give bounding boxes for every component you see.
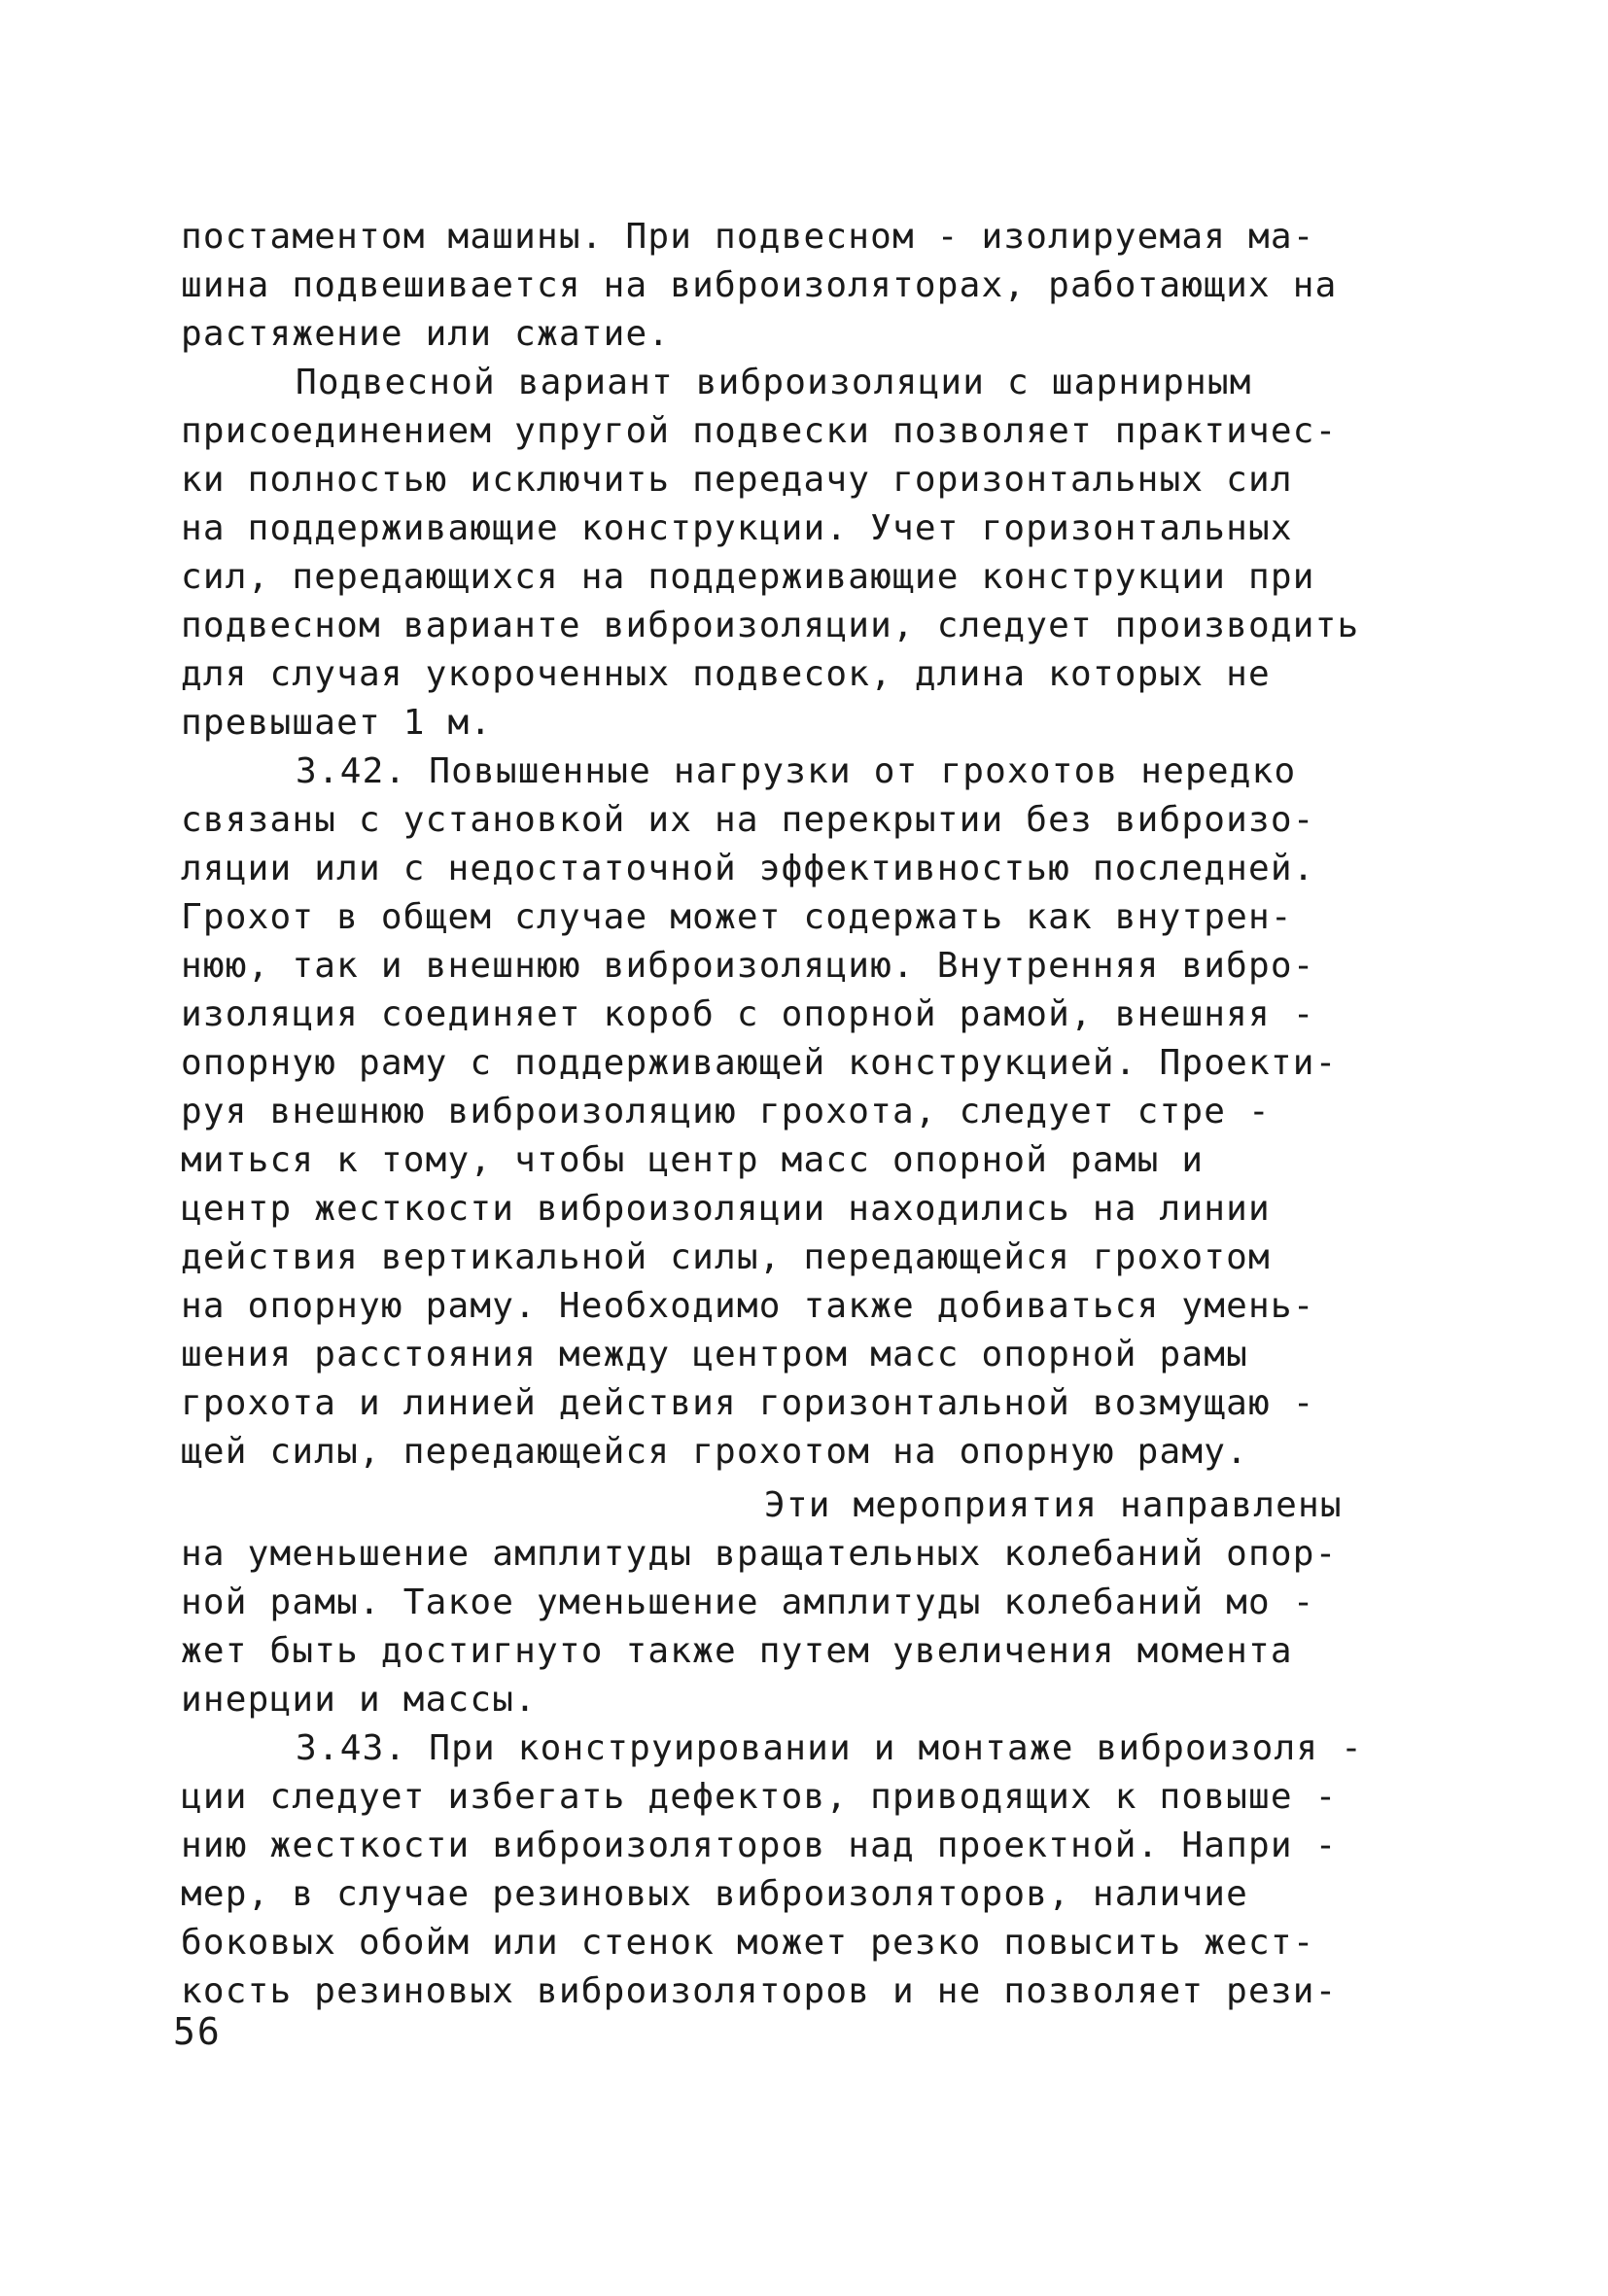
text-line-34: нию жесткости виброизоляторов над проектной. Напри - [181,1826,1338,1865]
text-line-13: связаны с установкой их на перекрытии без виброизо- [181,800,1315,840]
text-line-2: шина подвешивается на виброизоляторах, работающих на [181,265,1338,305]
text-line-14: ляции или с недостаточной эффективностью последней. [181,849,1315,888]
text-line-31: инерции и массы. [181,1680,537,1720]
text-line-19: руя внешнюю виброизоляцию грохота, следует стре - [181,1092,1271,1131]
text-line-28: на уменьшение амплитуды вращательных колебаний опор- [181,1534,1338,1574]
text-line-18: опорную раму с поддерживающей конструкцией. Проекти- [181,1043,1338,1083]
text-line-16: нюю, так и внешнюю виброизоляцию. Внутренняя вибро- [181,946,1315,986]
text-line-23: на опорную раму. Необходимо также добиваться умень- [181,1286,1315,1326]
text-line-32: 3.43. При конструировании и монтаже виброизоля - [296,1728,1363,1768]
text-line-25: грохота и линией действия горизонтальной возмущаю - [181,1383,1315,1423]
text-line-7: на поддерживающие конструкции. Учет горизонтальных [181,508,1293,548]
text-line-15: Грохот в общем случае может содержать как внутрен- [181,897,1293,937]
text-line-3: растяжение или сжатие. [181,314,671,354]
text-line-8: сил, передающихся на поддерживающие конструкции при [181,557,1315,597]
text-line-24: шения расстояния между центром масс опорной рамы [181,1335,1248,1374]
text-line-4: Подвесной вариант виброизоляции с шарнирным [296,363,1252,402]
text-line-5: присоединением упругой подвески позволяет практичес- [181,411,1338,451]
text-line-11: превышает 1 м. [181,703,493,743]
text-line-37: кость резиновых виброизоляторов и не позволяет рези- [181,1971,1338,2011]
text-line-35: мер, в случае резиновых виброизоляторов, наличие [181,1874,1248,1914]
text-line-20: миться к тому, чтобы центр масс опорной рамы и [181,1140,1205,1180]
text-line-6: ки полностью исключить передачу горизонтальных сил [181,460,1293,500]
text-line-12: 3.42. Повышенные нагрузки от грохотов нередко [296,751,1297,791]
text-line-1: постаментом машины. При подвесном - изолируемая ма- [181,217,1315,257]
text-line-22: действия вертикальной силы, передающейся грохотом [181,1237,1271,1277]
text-line-9: подвесном варианте виброизоляции, следует производить [181,606,1360,645]
text-line-17: изоляция соединяет короб с опорной рамой, внешняя - [181,994,1315,1034]
text-line-26: щей силы, передающейся грохотом на опорную раму. [181,1432,1248,1472]
text-line-10: для случая укороченных подвесок, длина которых не [181,654,1271,694]
page-number: 56 [173,2010,222,2053]
text-line-36: боковых обойм или стенок может резко повысить жест- [181,1923,1315,1963]
text-line-30: жет быть достигнуто также путем увеличения момента [181,1631,1293,1671]
text-line-27: Эти мероприятия направлены [764,1485,1343,1525]
text-line-29: ной рамы. Такое уменьшение амплитуды колебаний мо - [181,1583,1315,1622]
text-line-33: ции следует избегать дефектов, приводящих к повыше - [181,1777,1338,1817]
text-line-21: центр жесткости виброизоляции находились на линии [181,1189,1271,1229]
